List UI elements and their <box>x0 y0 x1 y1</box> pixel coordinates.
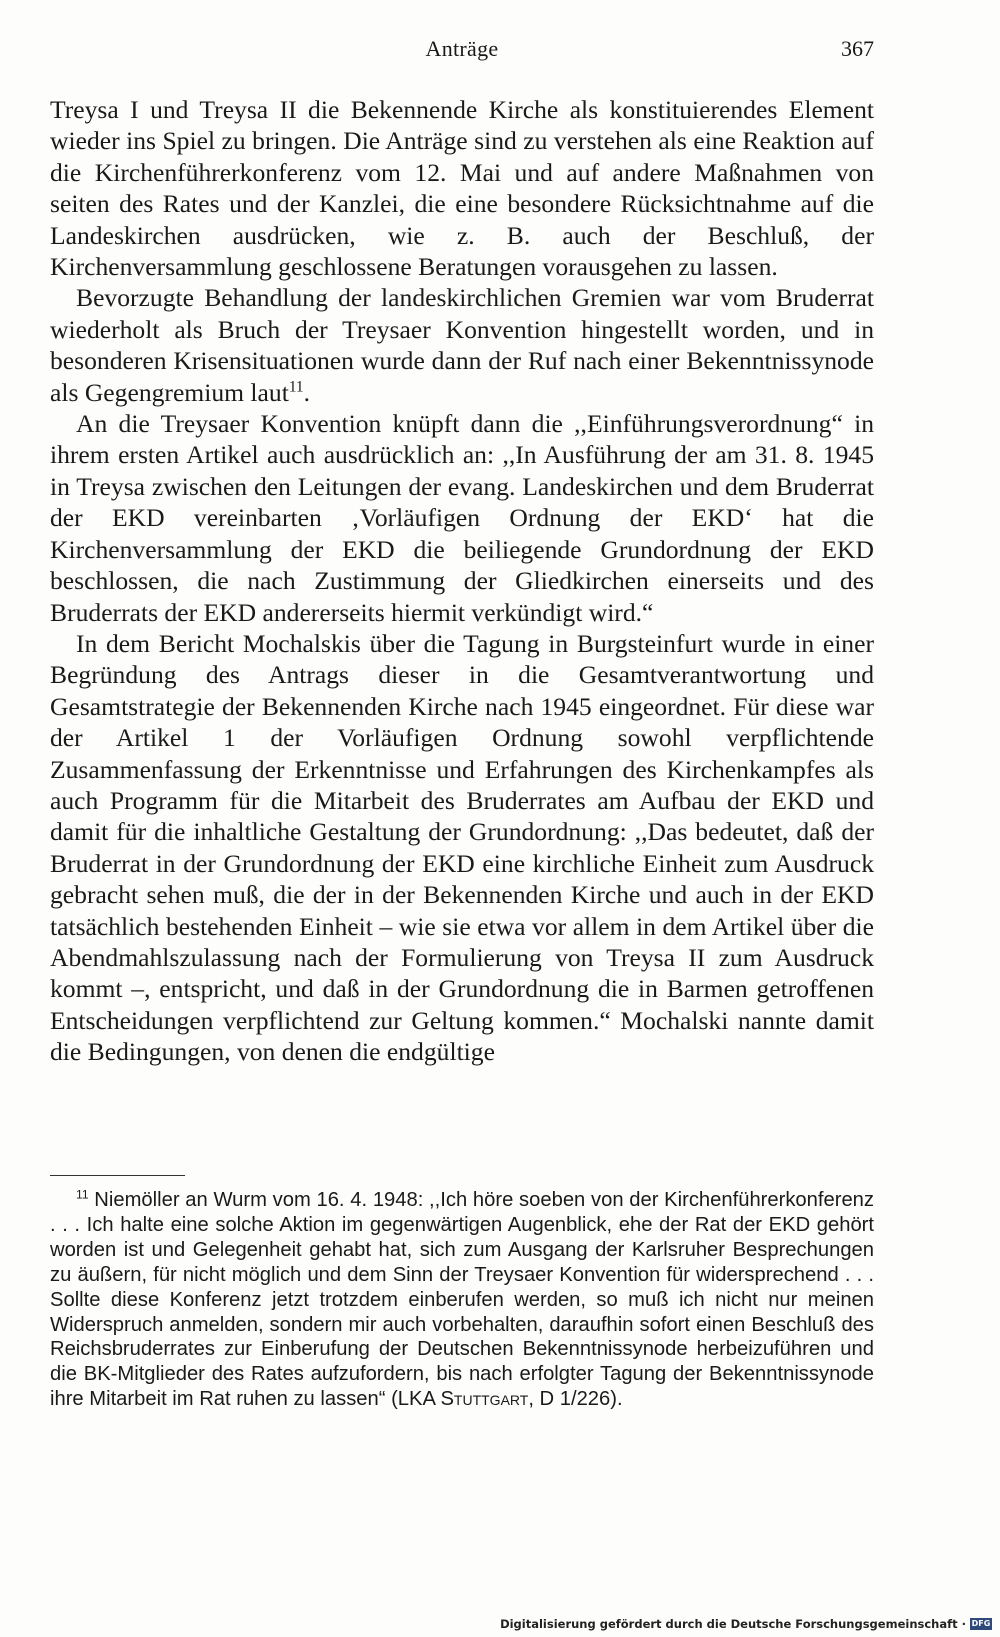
paragraph-2-end: . <box>303 377 311 407</box>
body-text <box>50 94 874 1068</box>
footnote-number-11: 11 <box>76 1187 89 1202</box>
footnote-reference-11[interactable]: 11 <box>288 378 304 396</box>
footnotes <box>50 1188 874 1412</box>
paragraph-4: In dem Bericht Mochalskis über die Tagung in Burgsteinfurt wurde in einer Begründung des Antrags dieser in die Gesamtverantwortung und Gesamtstrategie der Bekennenden Kirche nach 1945 eingeordnet. Für diese war der Artikel 1 der Vorläufigen Ordnung sowohl verpflichtende Zusammenfassung der Erkenntnisse und Erfahrungen des Kirchenkampfes als auch Programm für die Mitarbeit des Bruderrates am Aufbau der EKD und damit für die inhaltliche Gestaltung der Grundordnung: ,,Das bedeutet, daß der Bruderrat in der Grundordnung der EKD eine kirchliche Einheit zum Ausdruck gebracht sehen muß, die der in der Bekennenden Kirche und auch in der EKD tatsächlich bestehenden Einheit – wie sie etwa vor allem in dem Artikel über die Abendmahlszulassung nach der Formulierung von Treysa II zum Ausdruck kommt –, entspricht, und daß in der Grundordnung die in Barmen getroffenen Entscheidungen verpflichtend zur Geltung kommen.“ Mochalski nannte damit die Bedingungen, von denen die endgültige <box>50 628 874 1067</box>
footnote-11-archive: Stuttgart <box>440 1388 529 1411</box>
page-number: 367 <box>841 36 874 61</box>
dfg-logo-icon: DFG <box>971 1619 991 1628</box>
footnote-11 <box>50 1188 874 1412</box>
paragraph-2-text: Bevorzugte Behandlung der landeskirchlichen Gremien war vom Bruderrat wiederholt als Bruch der Treysaer Konvention hingestellt worden, und in besonderen Krisensituationen wurde dann der Ruf nach einer Bekenntnissynode als Gegengremium laut <box>50 283 874 407</box>
digitization-credit <box>500 1617 992 1631</box>
footnote-11-tail: , D 1/226). <box>528 1388 623 1411</box>
credit-text: Digitalisierung gefördert durch die Deutsche Forschungsgemeinschaft · <box>500 1617 966 1631</box>
paragraph-2 <box>50 282 874 408</box>
footnote-11-text: Niemöller an Wurm vom 16. 4. 1948: ,,Ich höre soeben von der Kirchenführerkonferenz . . . Ich halte eine solche Aktion im gegenwärtigen Augenblick, ehe der Rat der EKD gehört worden ist und Gelegenheit gehabt hat, sich zum Ausgang der Karlsruher Besprechungen zu äußern, für nicht möglich und dem Sinn der Treysaer Konvention für widersprechend . . . Sollte diese Konferenz jetzt trotzdem einberufen werden, so muß ich nicht nur meinen Widerspruch anmelden, sondern mir auch vorbehalten, daraufhin sofort einen Beschluß des Reichsbruderrates zur Einberufung der Deutschen Bekenntnissynode herbeizuführen und die BK-Mitglieder des Rates aufzufordern, bis nach erfolgter Tagung der Bekenntnissynode ihre Mitarbeit im Rat ruhen zu lassen“ (LKA <box>50 1189 874 1411</box>
paragraph-3: An die Treysaer Konvention knüpft dann die ,,Einführungsverordnung“ in ihrem ersten Artikel auch ausdrücklich an: ,,In Ausführung der am 31. 8. 1945 in Treysa zwischen den Leitungen der evang. Landeskirchen und dem Bruderrat der EKD vereinbarten ‚Vorläufigen Ordnung der EKD‘ hat die Kirchenversammlung der EKD die beiliegende Grundordnung der EKD beschlossen, die nach Zustimmung der Gliedkirchen einerseits und des Bruderrats der EKD andererseits hiermit verkündigt wird.“ <box>50 409 874 627</box>
running-title: Anträge <box>425 36 499 61</box>
paragraph-1: Treysa I und Treysa II die Bekennende Kirche als konstituierendes Element wieder ins Spiel zu bringen. Die Anträge sind zu verstehen als eine Reaktion auf die Kirchenführerkonferenz vom 12. Mai und auf andere Maßnahmen von seiten des Rates und der Kanzlei, die eine besondere Rücksichtnahme auf die Landeskirchen ausdrücken, wie z. B. auch der Beschluß, der Kirchenversammlung geschlossene Beratungen vorausgehen zu lassen. <box>50 95 874 282</box>
footnote-divider <box>50 1175 185 1176</box>
running-head <box>50 36 874 66</box>
